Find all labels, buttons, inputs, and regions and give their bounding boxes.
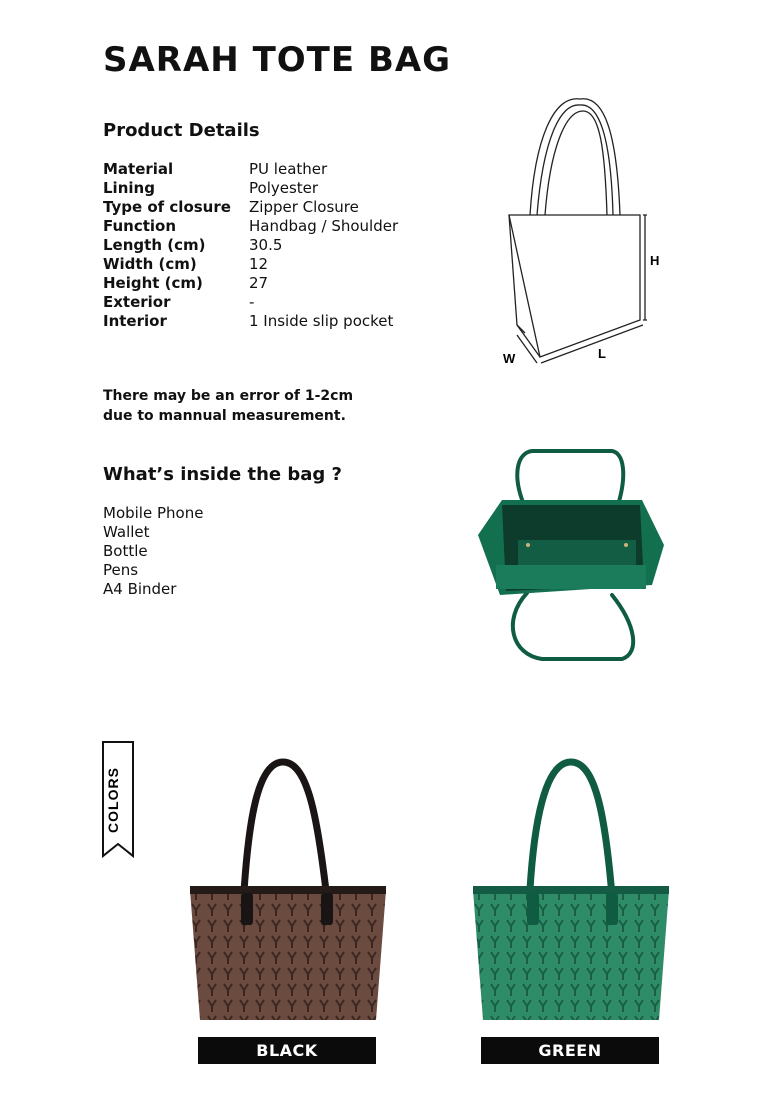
list-item: Mobile Phone xyxy=(103,504,204,522)
detail-row-closure xyxy=(103,198,398,217)
detail-label: Material xyxy=(103,160,174,178)
detail-row-length xyxy=(103,236,398,255)
colors-tag-label: COLORS xyxy=(105,767,121,833)
measurement-note-line: There may be an error of 1-2cm xyxy=(103,388,354,404)
detail-row-width xyxy=(103,255,398,274)
list-item: Wallet xyxy=(103,523,150,541)
detail-value: 1 Inside slip pocket xyxy=(249,312,394,330)
detail-value: Zipper Closure xyxy=(249,198,359,216)
detail-value: Handbag / Shoulder xyxy=(249,217,399,235)
detail-value: 12 xyxy=(249,255,269,273)
detail-row-exterior xyxy=(103,293,398,312)
detail-value: Polyester xyxy=(249,179,319,197)
detail-row-height xyxy=(103,274,398,293)
list-item: Pens xyxy=(103,561,139,579)
detail-label: Length (cm) xyxy=(103,236,206,254)
inside-items-list xyxy=(103,504,203,599)
length-label: L xyxy=(598,346,606,361)
detail-label: Interior xyxy=(103,312,167,330)
height-label: H xyxy=(650,253,660,268)
detail-row-lining xyxy=(103,179,398,198)
width-label: W xyxy=(503,351,516,366)
measurement-note-line: due to mannual measurement. xyxy=(103,408,346,424)
detail-label: Type of closure xyxy=(103,198,231,216)
bag-image-black xyxy=(188,758,388,1028)
detail-value: 30.5 xyxy=(249,236,283,254)
detail-label: Lining xyxy=(103,179,155,197)
color-swatch-green[interactable]: GREEN xyxy=(481,1037,659,1064)
detail-value: - xyxy=(249,293,255,311)
product-details-heading: Product Details xyxy=(103,120,260,141)
detail-row-interior xyxy=(103,312,398,331)
colors-tag xyxy=(101,740,137,862)
detail-label: Width (cm) xyxy=(103,255,197,273)
product-title: SARAH TOTE BAG xyxy=(103,40,452,80)
measurement-note xyxy=(103,386,403,426)
detail-label: Function xyxy=(103,217,177,235)
detail-value: PU leather xyxy=(249,160,328,178)
bag-interior-image xyxy=(472,445,672,670)
product-details-table xyxy=(103,160,398,331)
detail-row-material xyxy=(103,160,398,179)
list-item: A4 Binder xyxy=(103,580,177,598)
list-item: Bottle xyxy=(103,542,148,560)
detail-label: Height (cm) xyxy=(103,274,203,292)
detail-label: Exterior xyxy=(103,293,171,311)
detail-value: 27 xyxy=(249,274,269,292)
bag-image-green xyxy=(471,758,671,1028)
detail-row-function xyxy=(103,217,398,236)
color-swatch-black[interactable]: BLACK xyxy=(198,1037,376,1064)
inside-bag-heading: What’s inside the bag ? xyxy=(103,464,342,485)
tote-dimension-diagram xyxy=(495,95,675,375)
